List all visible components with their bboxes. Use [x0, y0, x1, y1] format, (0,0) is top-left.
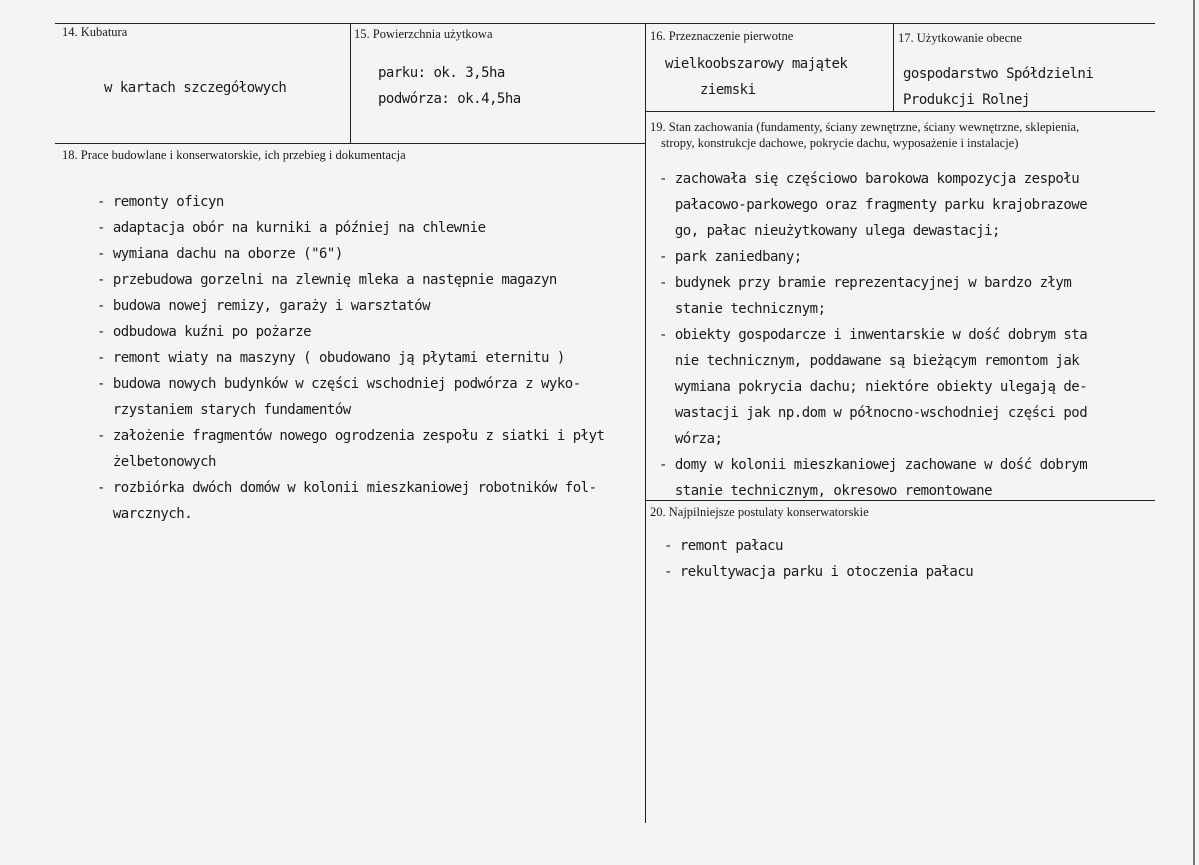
- list-item: żelbetonowych: [97, 454, 216, 470]
- section-14-label: 14. Kubatura: [62, 25, 128, 39]
- list-item: stanie technicznym;: [659, 301, 826, 317]
- uzytkowanie-line-2: Produkcji Rolnej: [903, 92, 1030, 108]
- list-item: - przebudowa gorzelni na zlewnię mleka a następnie magazyn: [97, 272, 557, 288]
- list-item: - remont wiaty na maszyny ( obudowano ją płytami eternitu ): [97, 350, 565, 366]
- list-item: warcznych.: [97, 506, 193, 522]
- list-item: - domy w kolonii mieszkaniowej zachowane w dość dobrym: [659, 457, 1088, 473]
- postulaty-list: [664, 533, 973, 585]
- divider-14-15: [350, 23, 351, 143]
- section-19-label: 19. Stan zachowania (fundamenty, ściany zewnętrzne, ściany wewnętrzne, sklepienia,: [650, 120, 1080, 134]
- list-item: nie technicznym, poddawane są bieżącym remontom jak: [659, 353, 1080, 369]
- section-20-label: 20. Najpilniejsze postulaty konserwatorskie: [650, 505, 869, 519]
- list-item: - remonty oficyn: [97, 194, 224, 210]
- kubatura-value: w kartach szczegółowych: [104, 80, 287, 96]
- list-item: pałacowo-parkowego oraz fragmenty parku krajobrazowe: [659, 197, 1088, 213]
- list-item: - odbudowa kuźni po pożarze: [97, 324, 312, 340]
- list-item: - budynek przy bramie reprezentacyjnej w bardzo złym: [659, 275, 1072, 291]
- page-right-edge: [1193, 0, 1195, 865]
- list-item: go, pałac nieużytkowany ulega dewastacji;: [659, 223, 1000, 239]
- section-15-label: 15. Powierzchnia użytkowa: [354, 27, 493, 41]
- list-item: stanie technicznym, okresowo remontowane: [659, 483, 993, 499]
- przeznaczenie-line-2: ziemski: [700, 82, 756, 98]
- list-item: wórza;: [659, 431, 723, 447]
- section-16-label: 16. Przeznaczenie pierwotne: [650, 29, 794, 43]
- list-item: - założenie fragmentów nowego ogrodzenia zespołu z siatki i płyt: [97, 428, 605, 444]
- powierzchnia-parku: parku: ok. 3,5ha: [378, 65, 505, 81]
- section-18-label: 18. Prace budowlane i konserwatorskie, ich przebieg i dokumentacja: [62, 148, 406, 162]
- list-item: - adaptacja obór na kurniki a później na chlewnie: [97, 220, 486, 236]
- list-item: wastacji jak np.dom w północno-wschodniej części pod: [659, 405, 1088, 421]
- powierzchnia-podworza: podwórza: ok.4,5ha: [378, 91, 521, 107]
- section-19-label-cont: stropy, konstrukcje dachowe, pokrycie dachu, wyposażenie i instalacje): [661, 136, 1019, 150]
- list-item: - budowa nowej remizy, garaży i warsztatów: [97, 298, 431, 314]
- uzytkowanie-line-1: gospodarstwo Spółdzielni: [903, 66, 1094, 82]
- list-item: - zachowała się częściowo barokowa kompozycja zespołu: [659, 171, 1080, 187]
- przeznaczenie-line-1: wielkoobszarowy majątek: [665, 56, 848, 72]
- list-item: - rozbiórka dwóch domów w kolonii mieszkaniowej robotników fol-: [97, 480, 597, 496]
- left-row-divider: [55, 143, 645, 144]
- divider-16-17: [893, 23, 894, 111]
- list-item: - wymiana dachu na oborze ("6"): [97, 246, 343, 262]
- list-item: - rekultywacja parku i otoczenia pałacu: [664, 564, 974, 580]
- prace-list: [97, 189, 604, 527]
- list-item: - budowa nowych budynków w części wschodniej podwórza z wyko-: [97, 376, 581, 392]
- list-item: wymiana pokrycia dachu; niektóre obiekty ulegają de-: [659, 379, 1088, 395]
- main-vertical-divider: [645, 23, 646, 823]
- list-item: - obiekty gospodarcze i inwentarskie w dość dobrym sta: [659, 327, 1088, 343]
- list-item: - remont pałacu: [664, 538, 783, 554]
- section-17-label: 17. Użytkowanie obecne: [898, 31, 1022, 45]
- list-item: - park zaniedbany;: [659, 249, 802, 265]
- stan-list: [659, 166, 1087, 504]
- right-row-divider-upper: [645, 111, 1155, 112]
- top-border: [55, 23, 1155, 24]
- list-item: rzystaniem starych fundamentów: [97, 402, 351, 418]
